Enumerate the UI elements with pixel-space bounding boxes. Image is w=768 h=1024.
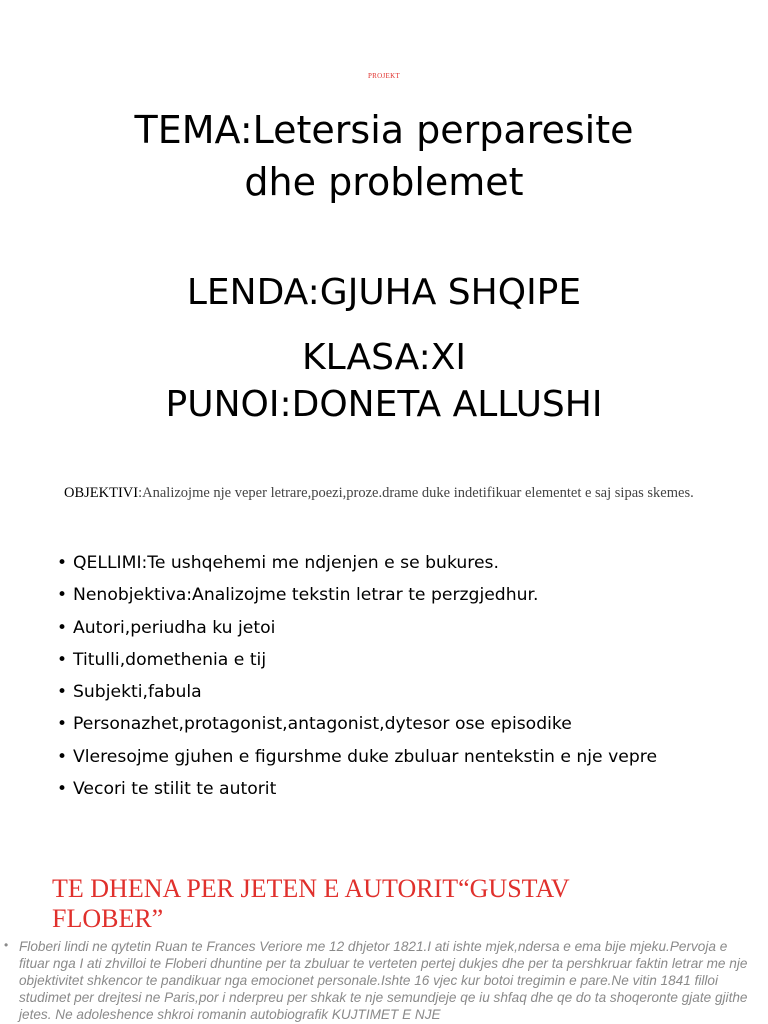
list-item-text: Vleresojme gjuhen e figurshme duke zbuluar nentekstin e nje vepre (73, 746, 658, 767)
page-title (84, 104, 684, 208)
list-item (54, 741, 754, 773)
list-item-text: Vecori te stilit te autorit (73, 779, 277, 800)
bullet-icon: • (57, 649, 68, 670)
list-item (54, 547, 754, 579)
list-item (54, 644, 754, 676)
class-line: KLASA:XI (301, 337, 467, 378)
list-item (54, 773, 754, 805)
list-item-text: Personazhet,protagonist,antagonist,dytesor ose episodike (73, 714, 572, 735)
list-item (54, 676, 754, 708)
list-item (54, 708, 754, 740)
bullet-icon: • (57, 585, 68, 606)
section-heading-line-1: TE DHENA PER JETEN E AUTORIT“GUSTAV (52, 874, 570, 903)
author-line: PUNOI:DONETA ALLUSHI (165, 384, 603, 425)
biography-block (4, 938, 756, 1024)
list-item (54, 612, 754, 644)
objective-text: :Analizojme nje veper letrare,poezi,proze.drame duke indetifikuar elementet e saj sipas skemes. (138, 485, 694, 501)
project-label: PROJEKT (367, 72, 401, 80)
objective-paragraph (64, 484, 704, 502)
bullet-icon: • (57, 746, 68, 767)
bullet-icon: • (57, 714, 68, 735)
section-heading (52, 874, 692, 934)
list-item-text: Subjekti,fabula (73, 682, 202, 703)
title-line-2: dhe problemet (244, 160, 524, 204)
section-heading-line-2: FLOBER” (52, 904, 164, 933)
list-item (54, 579, 754, 611)
bullet-icon: • (4, 938, 9, 952)
biography-paragraph: Floberi lindi ne qytetin Ruan te Frances Veriore me 12 dhjetor 1821.I ati ishte mjek,ndersa e ema bije mjeku.Pervoja e fituar nga I ati zhvilloi te Floberi dhuntine per ta zbuluar te verteten pertej dukjes dhe per ta pershkruar faktin letrar me nje objektivitet shkencor te pandikuar nga emocionet personale.Ishte 16 vjec kur botoi tregimin e pare.Ne vitin 1841 filloi studimet per drejtesi ne Paris,por i nderpreu per shkak te nje semundjeje qe iu shfaq dhe qe do ta shoqeronte gjate gjithe jetes. Ne adoleshence shkroi romanin autobiografik KUJTIMET E NJE (19, 939, 748, 1022)
bullet-icon: • (57, 682, 68, 703)
objective-label: OBJEKTIVI (64, 485, 139, 501)
subject-line: LENDA:GJUHA SHQIPE (186, 272, 582, 313)
goals-list (54, 547, 754, 805)
list-item-text: Autori,periudha ku jetoi (73, 617, 276, 638)
list-item-text: QELLIMI:Te ushqehemi me ndjenjen e se bukures. (73, 553, 499, 573)
bullet-icon: • (57, 779, 68, 800)
bullet-icon: • (57, 553, 68, 573)
list-item-text: Titulli,domethenia e tij (73, 649, 267, 670)
title-line-1: TEMA:Letersia perparesite (134, 108, 634, 152)
bullet-icon: • (57, 617, 68, 638)
list-item-text: Nenobjektiva:Analizojme tekstin letrar te perzgjedhur. (73, 585, 539, 606)
